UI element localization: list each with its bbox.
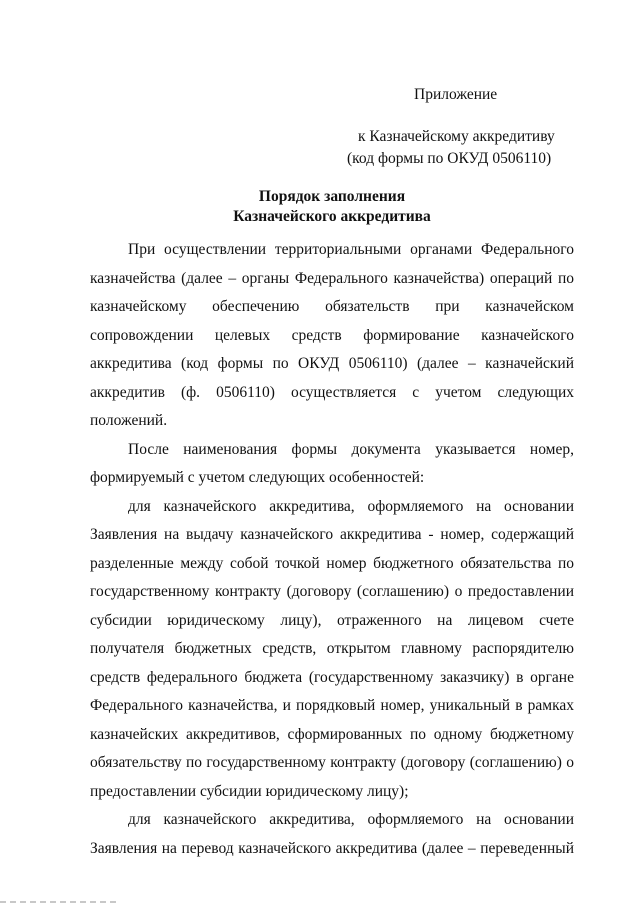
title-line-1: Порядок заполнения (258, 188, 406, 205)
paragraph-2: После наименования формы документа указывается номер, формируемый с учетом следующих особенностей: (90, 440, 574, 486)
annex-reference: к Казначейскому аккредитиву (358, 128, 555, 145)
title-line-2: Казначейского аккредитива (233, 208, 431, 225)
scan-artifact (0, 901, 120, 903)
annex-title: Приложение (414, 86, 498, 103)
annex-form-code: (код формы по ОКУД 0506110) (347, 150, 552, 167)
paragraph-3: для казначейского аккредитива, оформляемого на основании Заявления на выдачу казначейского аккредитива - номер, содержащий разделенные между собой точкой номер бюджетного обязательства по государственному контракту (договору (соглашению) о предоставлении субсидии юридическому лицу), отраженного на лицевом счете получателя бюджетных средств, открытом главному распорядителю средств федерального бюджета (государственному заказчику) в органе Федерального казначейства, и порядковый номер, уникальный в рамках казначейских аккредитивов, сформированных по одному бюджетному обязательству по государственному контракту (договору (соглашению) о предоставлении субсидии юридическому лицу); (90, 497, 574, 800)
annex-header (330, 84, 570, 170)
document-body (90, 236, 574, 863)
paragraph-1: При осуществлении территориальными органами Федерального казначейства (далее – органы Федерального казначейства) операций по казначейскому обеспечению обязательств при казначейском сопровождении целевых средств формирование казначейского аккредитива (код формы по ОКУД 0506110) (далее – казначейский аккредитив (ф. 0506110) осуществляется с учетом следующих положений. (90, 241, 574, 429)
document-title (90, 187, 574, 227)
paragraph-4: для казначейского аккредитива, оформляемого на основании Заявления на перевод казначейского аккредитива (далее – переведенный (90, 811, 574, 857)
